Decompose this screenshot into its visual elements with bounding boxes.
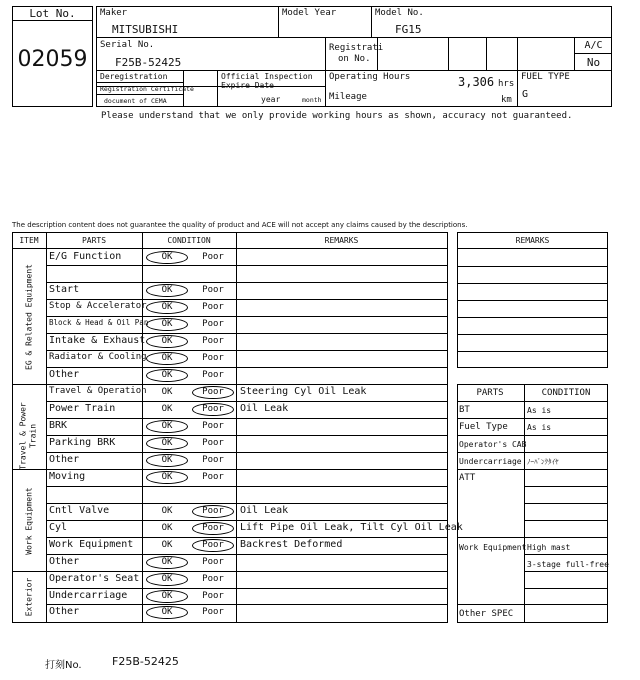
ok-option: OK bbox=[161, 556, 173, 567]
part-label: Work Equipment bbox=[49, 538, 134, 550]
poor-circle-mark bbox=[192, 522, 234, 535]
part-label: Operator's Seat bbox=[49, 572, 140, 584]
remark-text: Oil Leak bbox=[240, 504, 289, 516]
condition-header: CONDITION bbox=[167, 236, 211, 245]
poor-option: Poor bbox=[202, 251, 224, 262]
fuel-type-value: G bbox=[522, 89, 529, 100]
spec-cond-fuel: As is bbox=[527, 423, 552, 432]
poor-option: Poor bbox=[202, 522, 224, 533]
model-no-value: FG15 bbox=[395, 23, 422, 36]
part-label: Undercarriage bbox=[49, 589, 128, 601]
remarks-header: REMARKS bbox=[324, 236, 359, 245]
ok-circle-mark bbox=[146, 420, 188, 433]
ok-option: OK bbox=[161, 539, 173, 550]
poor-option: Poor bbox=[202, 421, 224, 431]
ok-option: OK bbox=[161, 370, 173, 381]
operating-hours-value: 3,306 bbox=[458, 75, 495, 89]
poor-option: Poor bbox=[202, 539, 224, 550]
operating-hours-label: Operating Hours bbox=[329, 72, 411, 82]
ok-option: OK bbox=[161, 454, 173, 465]
poor-option: Poor bbox=[202, 607, 224, 618]
inspection-label-2: Expire Date bbox=[221, 81, 274, 90]
spec-part-cab: Operator's CAB bbox=[459, 440, 527, 449]
maker-label: Maker bbox=[100, 8, 128, 18]
maker-value: MITSUBISHI bbox=[112, 23, 179, 36]
fuel-type-label: FUEL TYPE bbox=[521, 72, 570, 82]
other-spec-label: Other SPEC bbox=[459, 609, 514, 619]
part-label: Other bbox=[49, 369, 80, 381]
ok-option: OK bbox=[161, 319, 173, 330]
poor-option: Poor bbox=[202, 370, 224, 381]
cema-document-label: document of CEMA bbox=[104, 97, 167, 105]
part-label: BRK bbox=[49, 420, 68, 431]
poor-option: Poor bbox=[202, 471, 224, 482]
ok-option: OK bbox=[161, 387, 173, 398]
ac-value: No bbox=[586, 56, 601, 69]
remark-text: Steering Cyl Oil Leak bbox=[240, 386, 367, 398]
ok-circle-mark bbox=[146, 471, 188, 484]
serial-value: F25B-52425 bbox=[115, 56, 182, 69]
spec-cond-bt: As is bbox=[527, 406, 552, 415]
ok-option: OK bbox=[161, 353, 173, 364]
ok-option: OK bbox=[161, 607, 173, 618]
right-parts-header: PARTS bbox=[476, 388, 504, 398]
ok-option: OK bbox=[161, 505, 173, 516]
serial-label: Serial No. bbox=[100, 40, 155, 50]
part-label: Block & Head & Oil Pan bbox=[49, 318, 149, 328]
month-label: month bbox=[302, 96, 322, 104]
remark-text: Lift Pipe Oil Leak, Tilt Cyl Oil Leak bbox=[240, 521, 463, 533]
ok-option: OK bbox=[161, 522, 173, 533]
ok-option: OK bbox=[161, 590, 173, 601]
stamp-label: 打刻No. bbox=[45, 660, 82, 671]
km-unit: km bbox=[501, 95, 512, 105]
registration-label-1: Registrati bbox=[329, 43, 384, 53]
part-label: E/G Function bbox=[49, 250, 122, 262]
spec-part-fuel: Fuel Type bbox=[459, 422, 508, 432]
model-no-label: Model No. bbox=[375, 8, 424, 18]
ok-option: OK bbox=[161, 336, 173, 347]
group-label-work: Work Equipment bbox=[24, 487, 34, 555]
poor-option: Poor bbox=[202, 590, 224, 601]
poor-circle-mark bbox=[192, 539, 234, 552]
part-label: Parking BRK bbox=[49, 436, 116, 448]
ok-circle-mark bbox=[146, 454, 188, 467]
part-label: Other bbox=[49, 555, 80, 567]
ok-option: OK bbox=[161, 573, 173, 584]
ok-option: OK bbox=[161, 251, 173, 262]
ok-circle-mark bbox=[146, 590, 188, 603]
spec-part-undercarriage: Undercarriage bbox=[459, 457, 522, 466]
hours-unit: hrs bbox=[498, 79, 515, 89]
lot-label: Lot No. bbox=[29, 7, 76, 20]
poor-option: Poor bbox=[202, 302, 224, 313]
poor-circle-mark bbox=[192, 403, 234, 416]
part-label: Power Train bbox=[49, 403, 116, 415]
remark-text: Backrest Deformed bbox=[240, 538, 343, 550]
remark-text: Oil Leak bbox=[240, 403, 289, 415]
poor-option: Poor bbox=[202, 505, 224, 516]
group-label-eg: EG & Related Equipment bbox=[24, 264, 34, 370]
deregistration-label: Deregistration bbox=[100, 72, 168, 81]
year-label: year bbox=[261, 95, 281, 104]
work-equipment-value-2: 3-stage full-free bbox=[527, 560, 609, 569]
part-label: Other bbox=[49, 453, 80, 465]
model-year-label: Model Year bbox=[282, 8, 337, 18]
ok-option: OK bbox=[161, 421, 173, 431]
stamp-value: F25B-52425 bbox=[112, 655, 179, 668]
ok-option: OK bbox=[161, 471, 173, 482]
right-remarks-header: REMARKS bbox=[515, 236, 550, 245]
spec-part-bt: BT bbox=[459, 405, 470, 415]
poor-option: Poor bbox=[202, 353, 224, 364]
group-label-exterior: Exterior bbox=[24, 577, 34, 617]
part-label: Other bbox=[49, 606, 80, 618]
poor-option: Poor bbox=[202, 319, 224, 330]
registration-certificate-label: Registration Certificate bbox=[100, 85, 194, 93]
part-label: Travel & Operation bbox=[49, 386, 147, 397]
poor-circle-mark bbox=[192, 505, 234, 518]
ok-circle-mark bbox=[146, 556, 188, 569]
part-label: Cyl bbox=[49, 521, 68, 533]
registration-label-2: on No. bbox=[338, 54, 371, 64]
work-equipment-value-1: High mast bbox=[527, 543, 571, 552]
ok-circle-mark bbox=[146, 251, 188, 264]
poor-option: Poor bbox=[202, 285, 224, 296]
poor-option: Poor bbox=[202, 404, 224, 415]
spec-cond-undercarriage: ﾉｰﾊﾞﾝｸﾀｲﾔ bbox=[527, 458, 559, 466]
poor-circle-mark bbox=[192, 386, 234, 399]
part-label: Cntl Valve bbox=[49, 504, 110, 516]
disclaimer: The description content does not guarantee the quality of product and ACE will not accept any claims caused by the descriptions. bbox=[12, 221, 468, 229]
ok-circle-mark bbox=[146, 573, 188, 586]
hours-notice: Please understand that we only provide working hours as shown, accuracy not guaranteed. bbox=[101, 111, 573, 121]
part-label: Stop & Accelerator bbox=[49, 301, 147, 312]
poor-option: Poor bbox=[202, 454, 224, 465]
group-label-travel-1: Travel & Power bbox=[18, 402, 28, 470]
ok-option: OK bbox=[161, 285, 173, 296]
poor-option: Poor bbox=[202, 437, 224, 448]
mileage-label: Mileage bbox=[329, 92, 367, 102]
part-label: Start bbox=[49, 284, 80, 296]
att-label: ATT bbox=[459, 473, 476, 483]
item-header: ITEM bbox=[19, 236, 39, 245]
group-label-travel-2: Train bbox=[28, 423, 38, 449]
inspection-label-1: Official Inspection bbox=[221, 72, 313, 81]
ok-option: OK bbox=[161, 437, 173, 448]
work-equipment-label: Work Equipment bbox=[459, 543, 527, 552]
poor-option: Poor bbox=[202, 573, 224, 584]
part-label: Moving bbox=[49, 470, 86, 482]
poor-option: Poor bbox=[202, 387, 224, 398]
parts-header: PARTS bbox=[81, 236, 107, 245]
lot-number: 02059 bbox=[17, 47, 88, 72]
ok-option: OK bbox=[161, 404, 173, 415]
part-label: Intake & Exhaust bbox=[49, 335, 146, 347]
right-condition-header: CONDITION bbox=[541, 388, 591, 398]
poor-option: Poor bbox=[202, 556, 224, 567]
ac-label: A/C bbox=[584, 40, 603, 51]
part-label: Radiator & Cooling bbox=[49, 352, 147, 363]
poor-option: Poor bbox=[202, 336, 224, 347]
ok-circle-mark bbox=[146, 437, 188, 450]
ok-option: OK bbox=[161, 302, 173, 313]
